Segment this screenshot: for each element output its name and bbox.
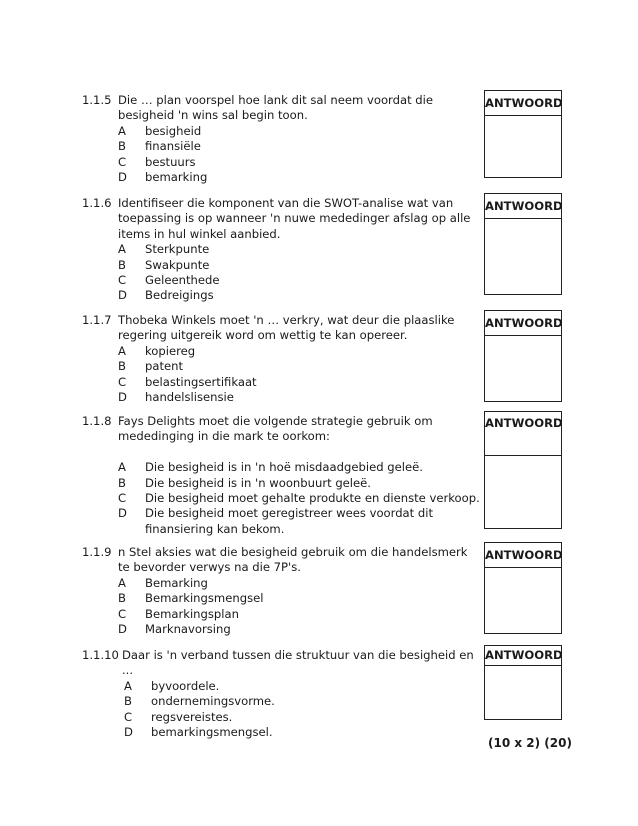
question-stem: Thobeka Winkels moet 'n … verkry, wat deur die plaaslike regering uitgereik word om wettig te kan opereer. xyxy=(118,313,455,343)
option-letter: B xyxy=(118,591,126,606)
option-letter: D xyxy=(118,288,127,303)
option xyxy=(118,155,482,170)
question-number: 1.1.6 xyxy=(82,196,112,210)
answer-box-1-1-5[interactable] xyxy=(484,90,562,178)
option-text: byvoordele. xyxy=(151,678,220,693)
option xyxy=(118,258,482,273)
option-letter: D xyxy=(118,390,127,405)
option-text: Swakpunte xyxy=(145,257,210,272)
option-text: besigheid xyxy=(145,123,202,138)
question-number: 1.1.9 xyxy=(82,545,112,559)
option-text: Die besigheid moet geregistreer wees voordat dit finansiering kan bekom. xyxy=(145,506,434,536)
option xyxy=(118,607,482,622)
option xyxy=(118,576,482,591)
answer-box-1-1-9[interactable] xyxy=(484,542,562,634)
option-letter: A xyxy=(118,460,126,475)
question-1-1-10 xyxy=(82,648,482,740)
question-number: 1.1.10 xyxy=(82,648,119,662)
option-letter: D xyxy=(118,170,127,185)
question-stem: Identifiseer die komponent van die SWOT-analise wat van toepassing is op wanneer 'n nuwe mededinger afslag op alle items in hul winkel aanbied. xyxy=(118,196,471,241)
option-letter: C xyxy=(118,606,127,621)
option xyxy=(124,679,488,694)
option-text: Bemarkingsmengsel xyxy=(145,591,264,606)
option-letter: B xyxy=(118,257,126,272)
question-1-1-5 xyxy=(82,93,482,185)
option-letter: C xyxy=(118,154,127,169)
option-text: ondernemingsvorme. xyxy=(151,694,275,709)
option-text: Geleenthede xyxy=(145,273,220,288)
option-text: handelslisensie xyxy=(145,390,234,405)
answer-label: ANTWOORD xyxy=(485,646,561,666)
option-text: Die besigheid is in 'n woonbuurt geleë. xyxy=(145,475,371,490)
option-text: bemarking xyxy=(145,170,208,185)
question-stem: Fays Delights moet die volgende strategie gebruik om mededinging in die mark te oorkom: xyxy=(118,414,433,444)
question-1-1-7 xyxy=(82,313,482,405)
option-letter: C xyxy=(118,491,127,506)
question-stem: Die … plan voorspel hoe lank dit sal neem voordat die besigheid 'n wins sal begin toon. xyxy=(118,93,434,123)
option-letter: D xyxy=(124,725,133,740)
question-stem: Daar is 'n verband tussen die struktuur van die besigheid en ... xyxy=(122,648,474,678)
option xyxy=(118,506,482,537)
question-1-1-6 xyxy=(82,196,482,304)
option-text: regsvereistes. xyxy=(151,709,233,724)
option-text: Marknavorsing xyxy=(145,622,231,637)
option xyxy=(118,124,482,139)
option xyxy=(118,273,482,288)
option-text: Sterkpunte xyxy=(145,242,210,257)
answer-label: ANTWOORD xyxy=(485,543,561,568)
answer-box-1-1-8[interactable] xyxy=(484,411,562,529)
option xyxy=(118,344,482,359)
option-letter: B xyxy=(124,694,132,709)
option-text: bemarkingsmengsel. xyxy=(151,725,273,740)
option-text: belastingsertifikaat xyxy=(145,374,257,389)
answer-box-1-1-6[interactable] xyxy=(484,193,562,295)
question-number: 1.1.8 xyxy=(82,414,112,428)
question-number: 1.1.5 xyxy=(82,93,112,107)
option xyxy=(118,359,482,374)
option-letter: B xyxy=(118,139,126,154)
answer-label: ANTWOORD xyxy=(485,194,561,219)
option-text: Die besigheid is in 'n hoë misdaadgebied geleë. xyxy=(145,460,423,475)
option xyxy=(118,476,482,491)
option xyxy=(118,390,482,405)
option xyxy=(118,375,482,390)
answer-box-1-1-7[interactable] xyxy=(484,310,562,402)
marks-total: (10 x 2) (20) xyxy=(488,736,572,750)
option-letter: A xyxy=(124,678,132,693)
option-text: bestuurs xyxy=(145,154,196,169)
option-text: Die besigheid moet gehalte produkte en dienste verkoop. xyxy=(145,491,480,506)
answer-box-1-1-10[interactable] xyxy=(484,645,562,720)
option-letter: A xyxy=(118,575,126,590)
option-text: kopiereg xyxy=(145,343,196,358)
option-letter: B xyxy=(118,475,126,490)
option xyxy=(118,242,482,257)
question-number: 1.1.7 xyxy=(82,313,112,327)
option-text: Bemarking xyxy=(145,575,208,590)
question-stem: n Stel aksies wat die besigheid gebruik om die handelsmerk te bevorder verwys na die 7P's. xyxy=(118,545,468,575)
answer-label: ANTWOORD xyxy=(485,412,561,456)
option-letter: D xyxy=(118,506,127,521)
option xyxy=(118,622,482,637)
option-letter: A xyxy=(118,242,126,257)
option xyxy=(118,591,482,606)
answer-label: ANTWOORD xyxy=(485,311,561,336)
question-1-1-9 xyxy=(82,545,482,637)
option-letter: B xyxy=(118,359,126,374)
option-letter: A xyxy=(118,123,126,138)
option-letter: A xyxy=(118,343,126,358)
option-letter: C xyxy=(118,374,127,389)
option-letter: C xyxy=(124,709,133,724)
answer-label: ANTWOORD xyxy=(485,91,561,116)
option xyxy=(118,460,482,475)
option xyxy=(118,139,482,154)
option-text: Bemarkingsplan xyxy=(145,606,239,621)
option xyxy=(118,170,482,185)
option-letter: C xyxy=(118,273,127,288)
option-letter: D xyxy=(118,622,127,637)
option-text: finansiële xyxy=(145,139,201,154)
question-1-1-8 xyxy=(82,414,482,537)
option xyxy=(118,288,482,303)
option-text: Bedreigings xyxy=(145,288,214,303)
option xyxy=(124,725,488,740)
option xyxy=(124,710,488,725)
option-text: patent xyxy=(145,359,184,374)
option xyxy=(118,491,482,506)
option xyxy=(124,694,488,709)
